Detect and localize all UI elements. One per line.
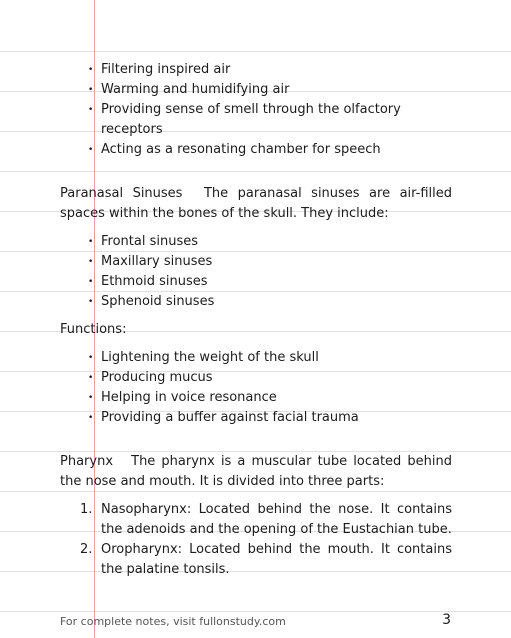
functions-label: Functions: [60, 322, 127, 337]
pharynx-parts-list [60, 500, 452, 580]
list-item [60, 500, 452, 540]
list-item: • Producing mucus [60, 368, 452, 388]
list-item: • Providing a buffer against facial trauma [60, 408, 452, 428]
sinus-functions-list [60, 348, 452, 428]
list-item: • Frontal sinuses [60, 232, 452, 252]
footer-note: For complete notes, visit fullonstudy.com [60, 615, 286, 628]
list-item: • Warming and humidifying air [60, 80, 452, 100]
item-number: 1. [80, 502, 93, 517]
pharynx-heading: Pharynx [60, 454, 114, 469]
item-text: Nasopharynx: Located behind the nose. It contains the adenoids and the opening of the Eustachian tube. [101, 502, 452, 537]
pharynx-intro: The pharynx is a muscular tube located behind the nose and mouth. It is divided into three parts: [60, 454, 452, 489]
paranasal-heading: Paranasal Sinuses [60, 186, 183, 201]
list-item: • Sphenoid sinuses [60, 292, 452, 312]
list-item: • Acting as a resonating chamber for speech [60, 140, 452, 160]
paranasal-intro: The paranasal sinuses are air-filled spaces within the bones of the skull. They include: [60, 186, 453, 221]
paranasal-paragraph [60, 184, 452, 224]
list-item: • Ethmoid sinuses [60, 272, 452, 292]
nose-functions-list [60, 60, 452, 160]
page-number: 3 [442, 612, 451, 628]
list-item: • Helping in voice resonance [60, 388, 452, 408]
list-item: • Filtering inspired air [60, 60, 452, 80]
pharynx-paragraph [60, 452, 452, 492]
list-item: • Maxillary sinuses [60, 252, 452, 272]
item-number: 2. [80, 542, 93, 557]
list-item: • Lightening the weight of the skull [60, 348, 452, 368]
page-content [60, 60, 452, 580]
sinus-list [60, 232, 452, 312]
item-text: Oropharynx: Located behind the mouth. It contains the palatine tonsils. [101, 542, 452, 577]
list-item [60, 540, 452, 580]
list-item: • Providing sense of smell through the olfactory receptors [60, 100, 452, 140]
